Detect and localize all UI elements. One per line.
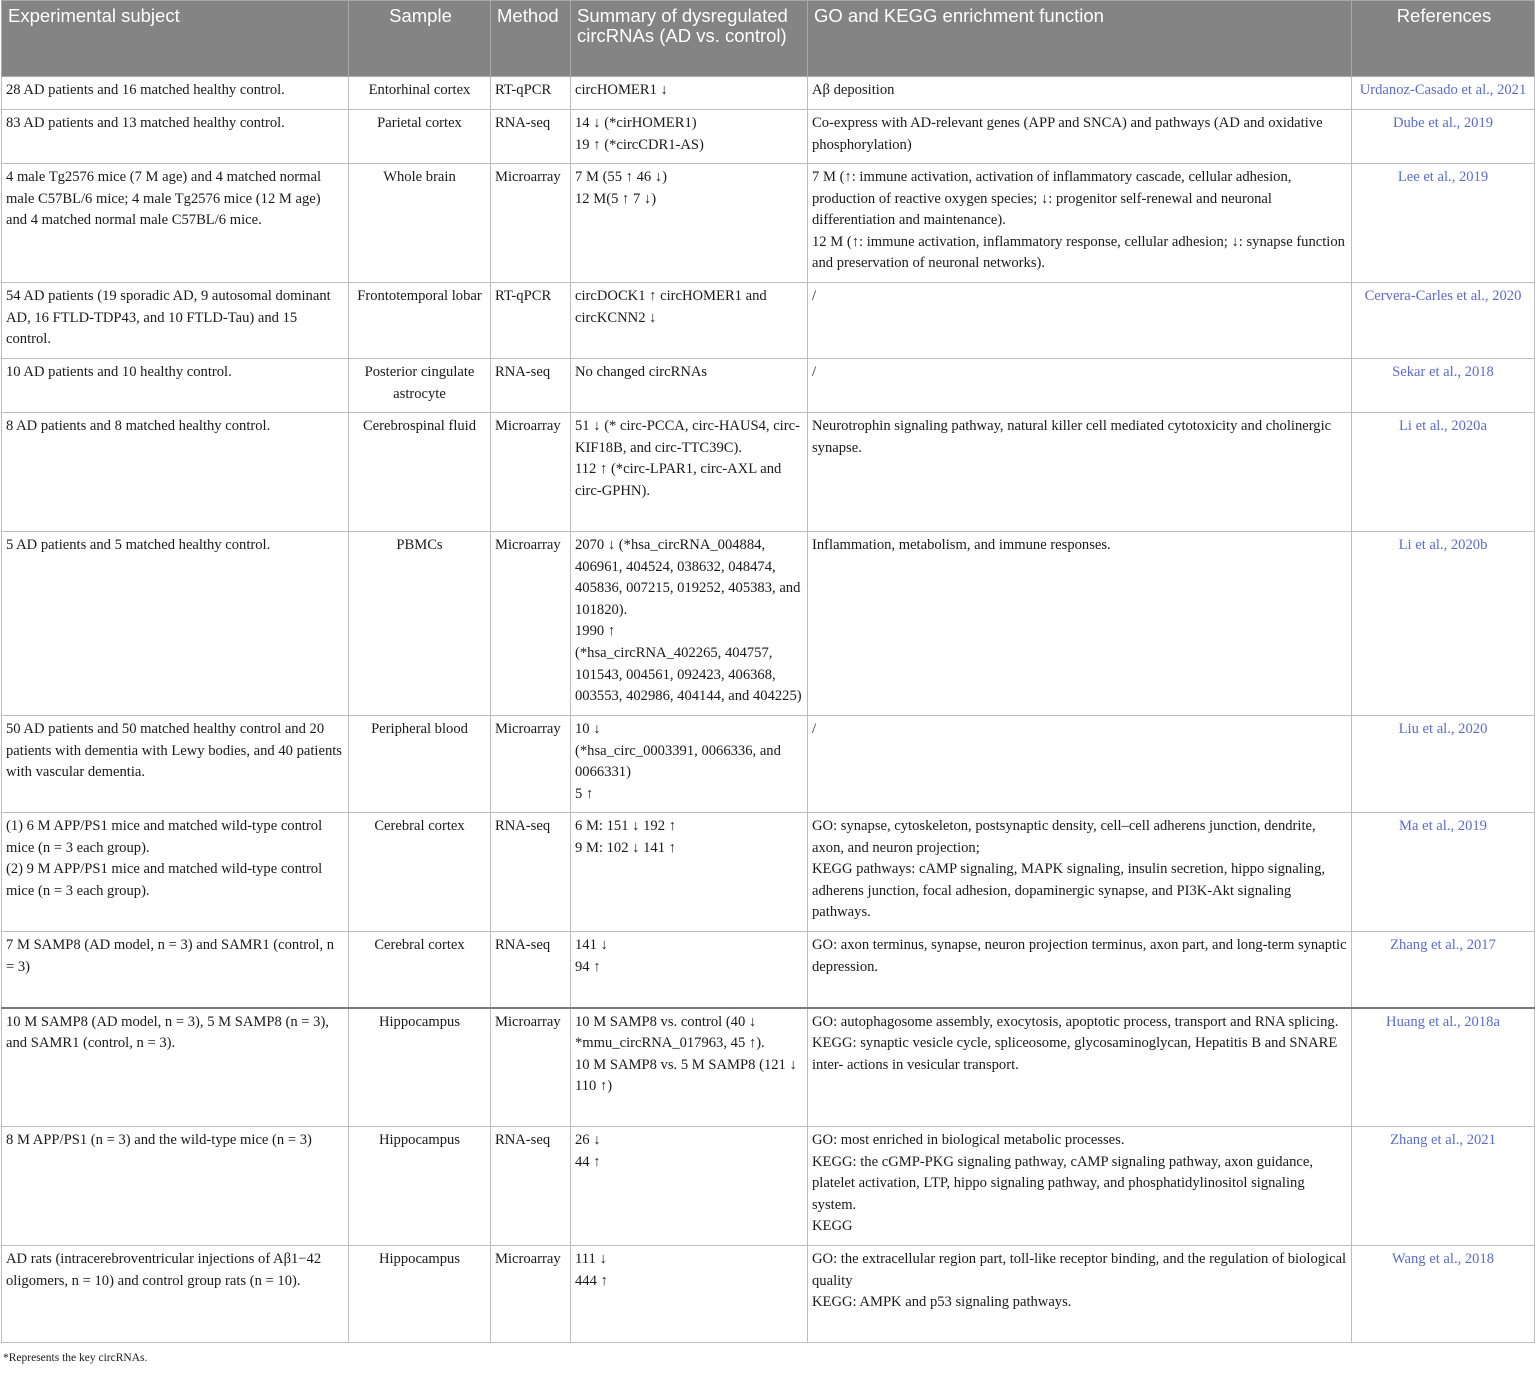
- cell-summary: [571, 813, 808, 932]
- function-line: /: [812, 721, 817, 737]
- cell-summary: [571, 1246, 808, 1343]
- cell-summary: [571, 1127, 808, 1246]
- summary-line: 10 M SAMP8 vs. control (40 ↓ *mmu_circRNA_017963, 45 ↑).: [575, 1013, 765, 1052]
- summary-line: 141 ↓: [575, 937, 608, 953]
- cell-summary: [571, 164, 808, 283]
- cell-summary: [571, 716, 808, 813]
- cell-sample: Posterior cingulate astrocyte: [349, 359, 491, 413]
- function-line: KEGG: [812, 1218, 853, 1235]
- cell-method: Microarray: [491, 716, 571, 813]
- table-row: [2, 413, 1535, 532]
- header-summary: Summary of dysregulated circRNAs (AD vs. control): [571, 1, 808, 77]
- reference-link[interactable]: Li et al., 2020b: [1352, 532, 1535, 716]
- summary-line: 51 ↓ (* circ-PCCA, circ-HAUS4, circ-KIF18B, and circ-TTC39C).: [575, 418, 800, 456]
- function-line: GO: most enriched in biological metabolic processes.: [812, 1132, 1125, 1148]
- cell-subject: 8 M APP/PS1 (n = 3) and the wild-type mice (n = 3): [2, 1127, 349, 1246]
- cell-summary: [571, 77, 808, 110]
- table-row: [2, 532, 1535, 716]
- function-line: 7 M (↑: immune activation, activation of inflammatory cascade, cellular adhesion, production of reactive oxygen species; ↓: progenitor self-renewal and neuronal differentiation and maintenance).: [812, 169, 1292, 229]
- table-row: [2, 359, 1535, 413]
- cell-function: [808, 813, 1352, 932]
- cell-method: RNA-seq: [491, 110, 571, 164]
- reference-link[interactable]: Sekar et al., 2018: [1352, 359, 1535, 413]
- cell-function: [808, 932, 1352, 1008]
- function-line: Neurotrophin signaling pathway, natural killer cell mediated cytotoxicity and cholinergic synapse.: [812, 418, 1332, 456]
- footnote: *Represents the key circRNAs.: [3, 1352, 148, 1364]
- cell-function: [808, 283, 1352, 359]
- summary-line: 94 ↑: [575, 958, 601, 975]
- summary-line: 10 ↓: [575, 721, 601, 737]
- function-line: KEGG pathways: cAMP signaling, MAPK signaling, insulin secretion, hippo signaling, adherens junction, focal adhesion, dopaminergic synapse, and PI3K-Akt signaling pathways.: [812, 861, 1326, 921]
- table-row: [2, 1008, 1535, 1127]
- summary-line: 112 ↑ (*circ-LPAR1, circ-AXL and circ-GPHN).: [575, 461, 782, 499]
- summary-line: 14 ↓ (*cirHOMER1): [575, 115, 697, 131]
- summary-line: 444 ↑: [575, 1272, 608, 1289]
- cell-subject: 10 M SAMP8 (AD model, n = 3), 5 M SAMP8 (n = 3), and SAMR1 (control, n = 3).: [2, 1008, 349, 1127]
- summary-line: 44 ↑: [575, 1153, 601, 1170]
- cell-method: Microarray: [491, 413, 571, 532]
- table-row: [2, 77, 1535, 110]
- cell-subject: 54 AD patients (19 sporadic AD, 9 autosomal dominant AD, 16 FTLD-TDP43, and 10 FTLD-Tau) and 15 control.: [2, 283, 349, 359]
- reference-link[interactable]: Wang et al., 2018: [1352, 1246, 1535, 1343]
- summary-line: circDOCK1 ↑ circHOMER1 and circKCNN2 ↓: [575, 288, 767, 326]
- summary-line: 19 ↑ (*circCDR1-AS): [575, 136, 704, 153]
- cell-sample: Whole brain: [349, 164, 491, 283]
- function-line: KEGG: synaptic vesicle cycle, spliceosome, glycosaminoglycan, Hepatitis B and SNARE inter- actions in vesicular transport.: [812, 1035, 1338, 1073]
- summary-line: (*hsa_circRNA_402265, 404757, 101543, 004561, 092423, 406368, 003553, 402986, 404144, and 404225): [575, 644, 802, 705]
- summary-line: (*hsa_circ_0003391, 0066336, and 0066331): [575, 742, 781, 781]
- cell-sample: Hippocampus: [349, 1127, 491, 1246]
- cell-subject: 50 AD patients and 50 matched healthy control and 20 patients with dementia with Lewy bodies, and 40 patients with vascular dementia.: [2, 716, 349, 813]
- cell-subject: 83 AD patients and 13 matched healthy control.: [2, 110, 349, 164]
- summary-line: circHOMER1 ↓: [575, 82, 668, 98]
- reference-link[interactable]: Huang et al., 2018a: [1352, 1008, 1535, 1127]
- function-line: /: [812, 364, 817, 380]
- summary-line: 2070 ↓ (*hsa_circRNA_004884, 406961, 404524, 038632, 048474, 405836, 007215, 019252, 405383, and 101820).: [575, 537, 801, 618]
- function-line: /: [812, 288, 817, 304]
- function-line: Co-express with AD-relevant genes (APP and SNCA) and pathways (AD and oxidative phosphorylation): [812, 115, 1323, 153]
- cell-summary: [571, 283, 808, 359]
- cell-method: RNA-seq: [491, 1127, 571, 1246]
- cell-summary: [571, 932, 808, 1008]
- cell-sample: Cerebral cortex: [349, 932, 491, 1008]
- function-line: GO: axon terminus, synapse, neuron projection terminus, axon part, and long-term synaptic depression.: [812, 937, 1347, 975]
- function-line: GO: autophagosome assembly, exocytosis, apoptotic process, transport and RNA splicing.: [812, 1013, 1339, 1030]
- cell-subject: 28 AD patients and 16 matched healthy control.: [2, 77, 349, 110]
- cell-summary: [571, 110, 808, 164]
- header-sample: Sample: [349, 1, 491, 77]
- cell-sample: Cerebral cortex: [349, 813, 491, 932]
- table-row: [2, 716, 1535, 813]
- summary-line: 12 M(5 ↑ 7 ↓): [575, 190, 657, 207]
- cell-subject: AD rats (intracerebroventricular injections of Aβ1−42 oligomers, n = 10) and control group rats (n = 10).: [2, 1246, 349, 1343]
- reference-link[interactable]: Urdanoz-Casado et al., 2021: [1352, 77, 1535, 110]
- cell-function: [808, 1127, 1352, 1246]
- function-line: KEGG: the cGMP-PKG signaling pathway, cAMP signaling pathway, axon guidance, platelet activation, LTP, hippo signaling pathway, and phosphatidylinositol signaling system.: [812, 1153, 1313, 1213]
- table-row: [2, 164, 1535, 283]
- table-header-row: [2, 1, 1535, 77]
- header-subject: Experimental subject: [2, 1, 349, 77]
- cell-sample: Hippocampus: [349, 1008, 491, 1127]
- cell-subject: 5 AD patients and 5 matched healthy control.: [2, 532, 349, 716]
- reference-link[interactable]: Lee et al., 2019: [1352, 164, 1535, 283]
- reference-link[interactable]: Zhang et al., 2017: [1352, 932, 1535, 1008]
- cell-sample: Cerebrospinal fluid: [349, 413, 491, 532]
- function-line: Aβ deposition: [812, 82, 895, 98]
- function-line: GO: the extracellular region part, toll-like receptor binding, and the regulation of biological quality: [812, 1251, 1347, 1289]
- cell-sample: Frontotemporal lobar: [349, 283, 491, 359]
- function-line: KEGG: AMPK and p53 signaling pathways.: [812, 1294, 1072, 1311]
- cell-summary: [571, 413, 808, 532]
- cell-subject: 7 M SAMP8 (AD model, n = 3) and SAMR1 (control, n = 3): [2, 932, 349, 1008]
- summary-line: No changed circRNAs: [575, 364, 708, 380]
- header-function: GO and KEGG enrichment function: [808, 1, 1352, 77]
- cell-function: [808, 110, 1352, 164]
- reference-link[interactable]: Dube et al., 2019: [1352, 110, 1535, 164]
- reference-link[interactable]: Zhang et al., 2021: [1352, 1127, 1535, 1246]
- table-row: [2, 813, 1535, 932]
- cell-sample: Peripheral blood: [349, 716, 491, 813]
- reference-link[interactable]: Ma et al., 2019: [1352, 813, 1535, 932]
- circrna-table: [1, 0, 1535, 1343]
- function-line: Inflammation, metabolism, and immune responses.: [812, 537, 1111, 553]
- cell-method: Microarray: [491, 1008, 571, 1127]
- function-line: GO: synapse, cytoskeleton, postsynaptic density, cell–cell adherens junction, dendrite, axon, and neuron projection;: [812, 818, 1316, 856]
- cell-summary: [571, 359, 808, 413]
- cell-function: [808, 164, 1352, 283]
- cell-method: RNA-seq: [491, 932, 571, 1008]
- table-row: [2, 932, 1535, 1008]
- cell-subject: 10 AD patients and 10 healthy control.: [2, 359, 349, 413]
- cell-sample: Entorhinal cortex: [349, 77, 491, 110]
- table-row: [2, 1127, 1535, 1246]
- summary-line: 7 M (55 ↑ 46 ↓): [575, 169, 668, 185]
- cell-function: [808, 532, 1352, 716]
- table-row: [2, 1246, 1535, 1343]
- cell-sample: Hippocampus: [349, 1246, 491, 1343]
- cell-subject: (1) 6 M APP/PS1 mice and matched wild-type control mice (n = 3 each group). (2) 9 M APP/PS1 mice and matched wild-type control mice (n = 3 each group).: [2, 813, 349, 932]
- cell-function: [808, 77, 1352, 110]
- summary-line: 111 ↓: [575, 1251, 607, 1267]
- function-line: 12 M (↑: immune activation, inflammatory response, cellular adhesion; ↓: synapse function and preservation of neuronal networks).: [812, 233, 1345, 272]
- cell-function: [808, 413, 1352, 532]
- summary-line: 5 ↑: [575, 785, 594, 802]
- cell-summary: [571, 532, 808, 716]
- summary-line: 1990 ↑: [575, 623, 616, 640]
- table-row: [2, 283, 1535, 359]
- summary-line: 9 M: 102 ↓ 141 ↑: [575, 839, 676, 856]
- reference-link[interactable]: Liu et al., 2020: [1352, 716, 1535, 813]
- cell-method: Microarray: [491, 532, 571, 716]
- cell-method: RNA-seq: [491, 359, 571, 413]
- cell-method: RT-qPCR: [491, 283, 571, 359]
- summary-line: 10 M SAMP8 vs. 5 M SAMP8 (121 ↓ 110 ↑): [575, 1056, 797, 1095]
- cell-method: Microarray: [491, 164, 571, 283]
- table-body: [2, 77, 1535, 1343]
- cell-subject: 8 AD patients and 8 matched healthy control.: [2, 413, 349, 532]
- cell-sample: Parietal cortex: [349, 110, 491, 164]
- summary-line: 26 ↓: [575, 1132, 601, 1148]
- cell-method: Microarray: [491, 1246, 571, 1343]
- table-row: [2, 110, 1535, 164]
- cell-function: [808, 1008, 1352, 1127]
- header-method: Method: [491, 1, 571, 77]
- cell-method: RT-qPCR: [491, 77, 571, 110]
- cell-function: [808, 1246, 1352, 1343]
- header-references: References: [1352, 1, 1535, 77]
- summary-line: 6 M: 151 ↓ 192 ↑: [575, 818, 676, 834]
- cell-function: [808, 359, 1352, 413]
- cell-sample: PBMCs: [349, 532, 491, 716]
- reference-link[interactable]: Cervera-Carles et al., 2020: [1352, 283, 1535, 359]
- cell-function: [808, 716, 1352, 813]
- reference-link[interactable]: Li et al., 2020a: [1352, 413, 1535, 532]
- cell-subject: 4 male Tg2576 mice (7 M age) and 4 matched normal male C57BL/6 mice; 4 male Tg2576 mice (12 M age) and 4 matched normal male C57BL/6 mice.: [2, 164, 349, 283]
- cell-summary: [571, 1008, 808, 1127]
- cell-method: RNA-seq: [491, 813, 571, 932]
